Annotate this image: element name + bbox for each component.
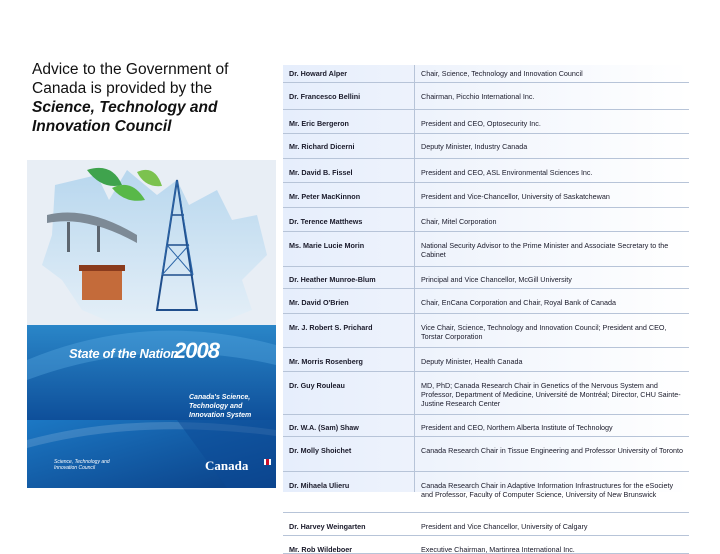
intro-text [32,60,272,136]
member-row [283,377,689,415]
member-row [283,271,689,289]
member-row [283,65,689,83]
member-role: Chair, EnCana Corporation and Chair, Royal Bank of Canada [421,298,616,308]
member-row [283,164,689,183]
cover-year: 2008 [174,338,219,363]
member-row [283,477,689,513]
member-row [283,115,689,134]
cover-artwork [27,160,276,488]
member-role: Executive Chairman, Martinrea International Inc. [421,544,575,554]
member-name: Mr. J. Robert S. Prichard [289,323,373,332]
member-role: President and Vice Chancellor, University of Calgary [421,521,588,531]
member-role: Chair, Mitel Corporation [421,216,497,226]
member-row [283,353,689,372]
member-name: Mr. David O'Brien [289,298,349,308]
intro-council-name: Science, Technology and Innovation Council [32,99,218,135]
member-row [283,419,689,437]
member-name: Mr. Eric Bergeron [289,118,349,128]
member-row [283,213,689,232]
member-name: Ms. Marie Lucie Morin [289,240,365,250]
member-role: MD, PhD; Canada Research Chair in Genetics of the Nervous System and Professor, Department of Medicine, Université de Montréal; Director, CHU Sainte-Justine Research Center [421,380,681,408]
member-row [283,518,689,536]
member-name: Mr. Morris Rosenberg [289,356,363,366]
member-role: Chairman, Picchio International Inc. [421,91,535,101]
cover-title: State of the Nation [69,346,179,361]
intro-line: Advice to the Government of Canada is provided by the [32,61,229,97]
report-cover [27,160,276,488]
member-name: Dr. Harvey Weingarten [289,521,366,531]
member-row [283,138,689,159]
member-name: Mr. Rob Wildeboer [289,544,353,554]
member-name: Dr. Howard Alper [289,69,348,78]
member-row [283,294,689,314]
canada-flag-icon [264,459,271,465]
member-role: Canada Research Chair in Adaptive Information Infrastructures for the eSociety and Professor, Faculty of Computer Science, University of New Brunswick [421,481,674,499]
member-row [283,319,689,348]
member-row [283,88,689,110]
member-role: President and CEO, ASL Environmental Sciences Inc. [421,168,593,178]
members-table [283,65,689,554]
member-role: President and CEO, Optosecurity Inc. [421,118,541,128]
member-name: Mr. Richard Dicerni [289,142,355,152]
member-name: Dr. W.A. (Sam) Shaw [289,423,359,433]
member-row [283,237,689,267]
member-row [283,541,689,554]
member-row [283,188,689,208]
member-name: Dr. Francesco Bellini [289,91,361,101]
cover-council-name: Science, Technology and Innovation Council [54,459,110,471]
member-role: Deputy Minister, Industry Canada [421,142,528,152]
member-role: Chair, Science, Technology and Innovation Council [421,69,583,78]
member-name: Dr. Molly Shoichet [289,446,352,456]
member-role: Principal and Vice Chancellor, McGill University [421,275,572,285]
member-name: Mr. David B. Fissel [289,168,353,178]
member-name: Dr. Terence Matthews [289,216,363,226]
canada-wordmark: Canada [205,458,249,473]
member-name: Mr. Peter MacKinnon [289,192,361,201]
member-role: Canada Research Chair in Tissue Engineering and Professor University of Toronto [421,446,683,456]
member-row [283,442,689,472]
member-role: Deputy Minister, Health Canada [421,356,523,366]
member-role: Vice Chair, Science, Technology and Innovation Council; President and CEO, Torstar Corporation [421,323,667,341]
member-role: President and CEO, Northern Alberta Institute of Technology [421,423,613,433]
member-name: Dr. Heather Munroe-Blum [289,275,376,285]
member-name: Dr. Guy Rouleau [289,380,345,390]
cover-subtitle: Canada's Science, Technology and Innovation System [189,394,252,419]
member-name: Dr. Mihaela Ulieru [289,481,350,490]
column-divider [414,65,415,492]
member-role: President and Vice-Chancellor, University of Saskatchewan [421,192,610,201]
member-role: National Security Advisor to the Prime Minister and Associate Secretary to the Cabinet [421,240,669,259]
